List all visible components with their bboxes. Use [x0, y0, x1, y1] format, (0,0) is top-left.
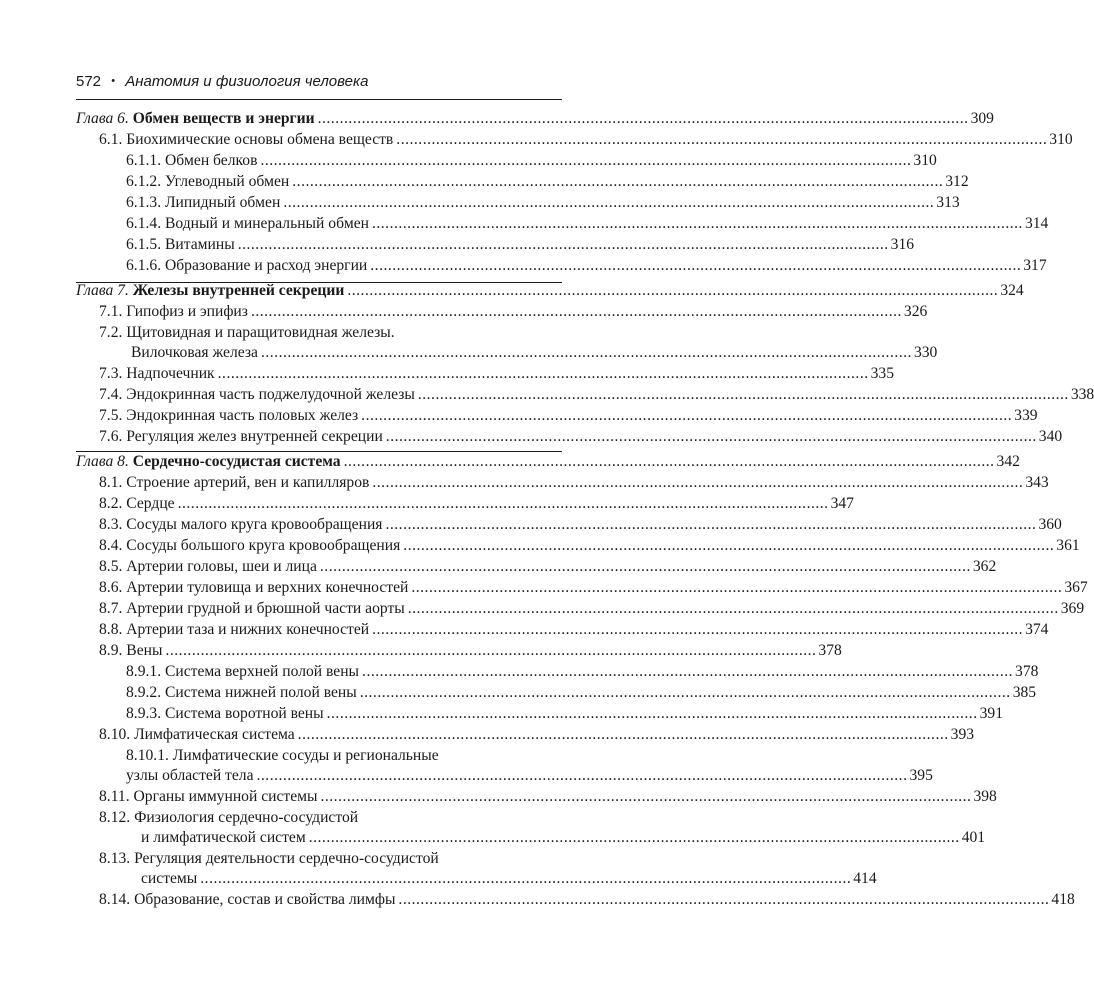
entry-title: 8.12. Физиология сердечно-сосудистой [99, 809, 359, 826]
dot-leader: .................................................................................................................................................... [319, 558, 971, 575]
toc-entry[interactable] [99, 515, 1062, 535]
page-ref: 313 [936, 194, 960, 211]
toc-entry[interactable] [99, 536, 1080, 556]
entry-title: 8.14. Образование, состав и свойства лимфы [99, 891, 396, 908]
chapter-label: Глава 8. [76, 453, 129, 470]
toc-entry-first-line[interactable] [99, 323, 562, 343]
toc-entry[interactable] [99, 130, 1073, 150]
toc-chapter-7[interactable] [76, 281, 1024, 301]
entry-title: 8.4. Сосуды большого круга кровообращения [99, 537, 401, 554]
toc-entry[interactable] [126, 193, 960, 213]
toc-entry[interactable] [126, 683, 1037, 703]
chapter-label: Глава 7. [76, 282, 129, 299]
page-ref: 317 [1023, 257, 1047, 274]
toc-entry[interactable] [126, 214, 1049, 234]
dot-leader: .................................................................................................................................................... [361, 407, 1013, 424]
page-ref: 310 [913, 152, 937, 169]
dot-leader: .................................................................................................................................................... [297, 726, 949, 743]
page-ref: 378 [1015, 663, 1039, 680]
entry-title: 7.3. Надпочечник [99, 365, 215, 382]
page-ref: 316 [890, 236, 915, 253]
entry-title: 7.1. Гипофиз и эпифиз [99, 303, 248, 320]
entry-title-continuation: узлы областей тела [126, 767, 254, 784]
entry-title: 6.1.2. Углеводный обмен [126, 173, 290, 190]
toc-entry-first-line[interactable] [99, 849, 562, 869]
toc-entry[interactable] [99, 364, 894, 384]
page-ref: 401 [961, 829, 986, 846]
page-ref: 343 [1025, 474, 1049, 491]
toc-entry[interactable] [126, 151, 937, 171]
entry-title: 7.2. Щитовидная и паращитовидная железы. [99, 324, 395, 341]
toc-entry[interactable] [99, 302, 928, 322]
entry-title: 8.2. Сердце [99, 495, 175, 512]
entry-title: 6.1.5. Витамины [126, 236, 235, 253]
entry-title: 8.5. Артерии головы, шеи и лица [99, 558, 317, 575]
entry-title: 8.10.1. Лимфатические сосуды и региональные [126, 747, 439, 764]
entry-title: 7.5. Эндокринная часть половых желез [99, 407, 359, 424]
entry-title: 8.3. Сосуды малого круга кровообращения [99, 516, 383, 533]
header-bullet: • [111, 75, 116, 87]
chapter-title: Обмен веществ и энергии [132, 110, 315, 127]
toc-entry[interactable] [99, 406, 1038, 426]
page-ref: 326 [903, 303, 928, 320]
page-ref: 330 [913, 344, 938, 361]
dot-leader: .................................................................................................................................................... [370, 257, 1022, 274]
dot-leader: .................................................................................................................................................... [326, 705, 978, 722]
toc-entry[interactable] [99, 787, 997, 807]
entry-title: 8.13. Регуляция деятельности сердечно-сосудистой [99, 850, 439, 867]
toc-entry[interactable] [99, 725, 975, 745]
toc-entry-first-line[interactable] [126, 746, 562, 766]
page-ref: 369 [1060, 600, 1085, 617]
running-header [76, 68, 562, 94]
entry-title: 6.1.1. Обмен белков [126, 152, 258, 169]
page-ref: 360 [1038, 516, 1062, 533]
dot-leader: .................................................................................................................................................... [260, 152, 912, 169]
page-ref: 338 [1070, 386, 1094, 403]
page-ref: 312 [945, 173, 969, 190]
page-ref: 385 [1012, 684, 1037, 701]
toc-entry[interactable] [99, 385, 1094, 405]
page-ref: 309 [970, 110, 994, 127]
page-ref: 378 [818, 642, 842, 659]
entry-title: 6.1.6. Образование и расход энергии [126, 257, 368, 274]
toc-chapter-8[interactable] [76, 452, 1020, 472]
entry-title-continuation: Вилочковая железа [131, 344, 258, 361]
entry-title: 6.1.3. Липидный обмен [126, 194, 281, 211]
page-ref: 314 [1024, 215, 1049, 232]
entry-title: 8.9. Вены [99, 642, 163, 659]
dot-leader: .................................................................................................................................................... [407, 600, 1059, 617]
page-ref: 398 [973, 788, 997, 805]
page-ref: 361 [1056, 537, 1080, 554]
entry-title: 8.11. Органы иммунной системы [99, 788, 318, 805]
page-ref: 374 [1025, 621, 1049, 638]
page-ref: 418 [1051, 891, 1075, 908]
page-ref: 391 [979, 705, 1003, 722]
dot-leader: .................................................................................................................................................... [292, 173, 944, 190]
page-ref: 335 [870, 365, 894, 382]
entry-title: 8.7. Артерии грудной и брюшной части аорты [99, 600, 405, 617]
toc-entry[interactable] [126, 766, 933, 786]
dot-leader: .................................................................................................................................................... [403, 537, 1055, 554]
dot-leader: .................................................................................................................................................... [308, 829, 960, 846]
dot-leader: .................................................................................................................................................... [362, 663, 1014, 680]
toc-entry[interactable] [99, 641, 842, 661]
page-ref: 362 [972, 558, 997, 575]
page-ref: 347 [830, 495, 854, 512]
dot-leader: .................................................................................................................................................... [371, 215, 1023, 232]
dot-leader: .................................................................................................................................................... [396, 131, 1048, 148]
chapter-label: Глава 6. [76, 110, 129, 127]
toc-entry[interactable] [99, 890, 1075, 910]
dot-leader: .................................................................................................................................................... [217, 365, 869, 382]
toc-entry[interactable] [99, 557, 997, 577]
dot-leader: .................................................................................................................................................... [317, 110, 969, 127]
entry-title: 7.4. Эндокринная часть поджелудочной железы [99, 386, 415, 403]
dot-leader: .................................................................................................................................................... [347, 282, 999, 299]
toc-chapter-6[interactable] [76, 109, 994, 129]
page-ref: 393 [950, 726, 975, 743]
dot-leader: .................................................................................................................................................... [411, 579, 1063, 596]
toc-entry[interactable] [99, 599, 1085, 619]
page-ref: 414 [853, 870, 877, 887]
chapter-title: Железы внутренней секреции [132, 282, 345, 299]
dot-leader: .................................................................................................................................................... [250, 303, 902, 320]
toc-entry[interactable] [126, 256, 1047, 276]
page-ref: 342 [996, 453, 1020, 470]
entry-title: 8.9.3. Система воротной вены [126, 705, 324, 722]
toc-entry[interactable] [99, 427, 1063, 447]
dot-leader: .................................................................................................................................................... [177, 495, 829, 512]
dot-leader: .................................................................................................................................................... [385, 428, 1037, 445]
toc-entry[interactable] [126, 662, 1039, 682]
entry-title: 8.1. Строение артерий, вен и капилляров [99, 474, 370, 491]
dot-leader: .................................................................................................................................................... [165, 642, 817, 659]
toc-entry[interactable] [141, 869, 877, 889]
entry-title: 8.8. Артерии таза и нижних конечностей [99, 621, 370, 638]
entry-title: 8.6. Артерии туловища и верхних конечностей [99, 579, 409, 596]
dot-leader: .................................................................................................................................................... [320, 788, 972, 805]
toc-entry[interactable] [131, 343, 938, 363]
dot-leader: .................................................................................................................................................... [256, 767, 908, 784]
toc-entry[interactable] [99, 473, 1049, 493]
toc-entry[interactable] [99, 494, 854, 514]
entry-title: 8.10. Лимфатическая система [99, 726, 295, 743]
page-ref: 367 [1064, 579, 1088, 596]
entry-title: 7.6. Регуляция желез внутренней секреции [99, 428, 383, 445]
toc-entry[interactable] [99, 620, 1049, 640]
toc-entry-first-line[interactable] [99, 808, 562, 828]
toc-entry[interactable] [126, 704, 1003, 724]
toc-entry[interactable] [126, 172, 969, 192]
toc-entry[interactable] [126, 235, 915, 255]
dot-leader: .................................................................................................................................................... [417, 386, 1069, 403]
running-title: Анатомия и физиология человека [125, 73, 369, 90]
dot-leader: .................................................................................................................................................... [200, 870, 852, 887]
entry-title-continuation: системы [141, 870, 198, 887]
page-number: 572 [76, 73, 102, 90]
page-ref: 310 [1049, 131, 1073, 148]
page-ref: 339 [1014, 407, 1038, 424]
page-ref: 395 [909, 767, 933, 784]
entry-title-continuation: и лимфатической систем [141, 829, 306, 846]
dot-leader: .................................................................................................................................................... [398, 891, 1050, 908]
toc-entry[interactable] [141, 828, 986, 848]
page-ref: 324 [1000, 282, 1024, 299]
dot-leader: .................................................................................................................................................... [260, 344, 912, 361]
toc-entry[interactable] [99, 578, 1088, 598]
dot-leader: .................................................................................................................................................... [372, 621, 1024, 638]
dot-leader: .................................................................................................................................................... [237, 236, 889, 253]
chapter-title: Сердечно-сосудистая система [132, 453, 341, 470]
page-ref: 340 [1038, 428, 1063, 445]
dot-leader: .................................................................................................................................................... [343, 453, 995, 470]
entry-title: 6.1.4. Водный и минеральный обмен [126, 215, 369, 232]
dot-leader: .................................................................................................................................................... [359, 684, 1011, 701]
entry-title: 6.1. Биохимические основы обмена веществ [99, 131, 394, 148]
entry-title: 8.9.2. Система нижней полой вены [126, 684, 357, 701]
dot-leader: .................................................................................................................................................... [372, 474, 1024, 491]
dot-leader: .................................................................................................................................................... [385, 516, 1037, 533]
dot-leader: .................................................................................................................................................... [283, 194, 935, 211]
entry-title: 8.9.1. Система верхней полой вены [126, 663, 360, 680]
header-rule [76, 99, 562, 100]
